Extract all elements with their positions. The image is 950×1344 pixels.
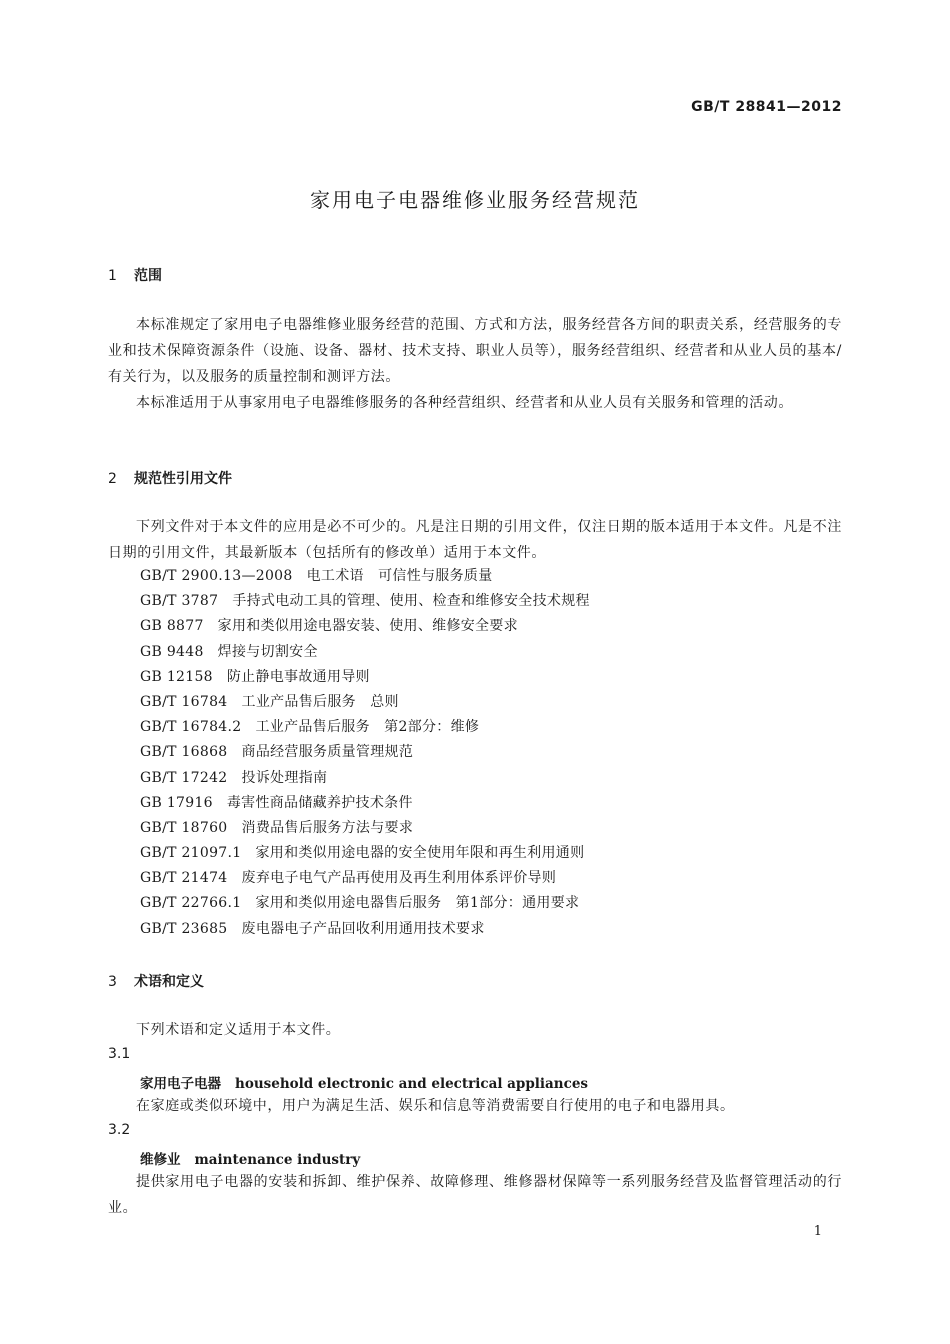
term-number: 3.1: [108, 1046, 131, 1062]
standard-code: GB/T 28841—2012: [691, 99, 842, 115]
reference-item: [140, 564, 590, 589]
term-heading: [140, 1072, 588, 1092]
reference-title: 商品经营服务质量管理规范: [241, 744, 414, 761]
reference-title: 焊接与切割安全: [217, 643, 318, 660]
reference-code: GB/T 22766.1: [140, 895, 242, 912]
reference-item: [140, 891, 590, 916]
reference-title: 家用和类似用途电器的安全使用年限和再生利用通则: [255, 845, 585, 862]
section-3-heading: [108, 971, 204, 991]
reference-title: 毒害性商品储藏养护技术条件: [226, 794, 413, 811]
section-title: 术语和定义: [134, 974, 204, 990]
reference-code: GB/T 3787: [140, 593, 219, 610]
document-title: 家用电子电器维修业服务经营规范: [310, 188, 640, 212]
reference-code: GB 17916: [140, 794, 213, 811]
reference-code: GB 12158: [140, 668, 213, 685]
reference-item: [140, 614, 590, 639]
reference-code: GB/T 21097.1: [140, 845, 242, 862]
section-2-heading: [108, 468, 232, 488]
term-en: household electronic and electrical appliances: [235, 1076, 589, 1092]
reference-title: 工业产品售后服务 总则: [241, 693, 399, 710]
reference-code: GB 9448: [140, 643, 204, 660]
reference-title: 废弃电子电气产品再使用及再生利用体系评价导则: [241, 870, 557, 887]
section-title: 规范性引用文件: [134, 471, 232, 487]
reference-item: [140, 665, 590, 690]
reference-title: 电工术语 可信性与服务质量: [306, 568, 493, 584]
section-number: 3: [108, 974, 117, 990]
terms-intro: 下列术语和定义适用于本文件。: [136, 1022, 341, 1038]
reference-item: [140, 690, 590, 715]
reference-item: [140, 841, 590, 866]
term-definition: 提供家用电子电器的安装和拆卸、维护保养、故障修理、维修器材保障等一系列服务经营及监督管理活动的行业。: [108, 1174, 842, 1216]
page-number: 1: [813, 1224, 822, 1239]
section-title: 范围: [134, 268, 162, 284]
reference-item: [140, 589, 590, 614]
section-number: 1: [108, 268, 117, 284]
reference-title: 防止静电事故通用导则: [226, 668, 370, 685]
reference-code: GB/T 16868: [140, 744, 228, 761]
reference-title: 手持式电动工具的管理、使用、检查和维修安全技术规程: [232, 593, 590, 610]
reference-list: [140, 564, 590, 942]
term-en: maintenance industry: [194, 1152, 361, 1168]
reference-code: GB/T 17242: [140, 769, 228, 786]
scope-paragraph-1: 本标准规定了家用电子电器维修业服务经营的范围、方式和方法，服务经营各方间的职责关系，经营服务的专业和技术保障资源条件（设施、设备、器材、技术支持、职业人员等），服务经营组织、经营者和从业人员的基本/有关行为，以及服务的质量控制和测评方法。: [108, 317, 842, 385]
reference-item: [140, 791, 590, 816]
term-heading: [140, 1148, 360, 1168]
reference-title: 废电器电子产品回收利用通用技术要求: [241, 920, 485, 937]
reference-item: [140, 740, 590, 765]
term-number: 3.2: [108, 1122, 131, 1138]
references-intro: 下列文件对于本文件的应用是必不可少的。凡是注日期的引用文件，仅注日期的版本适用于本文件。凡是不注日期的引用文件，其最新版本（包括所有的修改单）适用于本文件。: [108, 519, 842, 561]
term-definition: 在家庭或类似环境中，用户为满足生活、娱乐和信息等消费需要自行使用的电子和电器用具。: [136, 1098, 735, 1114]
reference-title: 投诉处理指南: [241, 769, 328, 786]
term-zh: 家用电子电器: [140, 1076, 221, 1092]
reference-item: [140, 640, 590, 665]
reference-item: [140, 816, 590, 841]
reference-item: [140, 917, 590, 942]
reference-code: GB/T 23685: [140, 920, 228, 937]
reference-code: GB/T 21474: [140, 870, 228, 887]
reference-title: 家用和类似用途电器售后服务 第1部分：通用要求: [255, 895, 580, 912]
reference-code: GB 8877: [140, 618, 204, 635]
reference-item: [140, 866, 590, 891]
reference-item: [140, 766, 590, 791]
reference-item: [140, 715, 590, 740]
section-number: 2: [108, 471, 117, 487]
section-1-heading: [108, 265, 162, 285]
reference-title: 消费品售后服务方法与要求: [241, 819, 414, 836]
reference-code: GB/T 18760: [140, 819, 228, 836]
scope-paragraph-2: 本标准适用于从事家用电子电器维修服务的各种经营组织、经营者和从业人员有关服务和管理的活动。: [136, 395, 793, 411]
reference-code: GB/T 16784.2: [140, 719, 242, 736]
reference-code: GB/T 2900.13—2008: [140, 568, 293, 584]
reference-code: GB/T 16784: [140, 693, 228, 710]
reference-title: 工业产品售后服务 第2部分：维修: [255, 719, 480, 736]
term-zh: 维修业: [140, 1152, 181, 1168]
reference-title: 家用和类似用途电器安装、使用、维修安全要求: [217, 618, 518, 635]
